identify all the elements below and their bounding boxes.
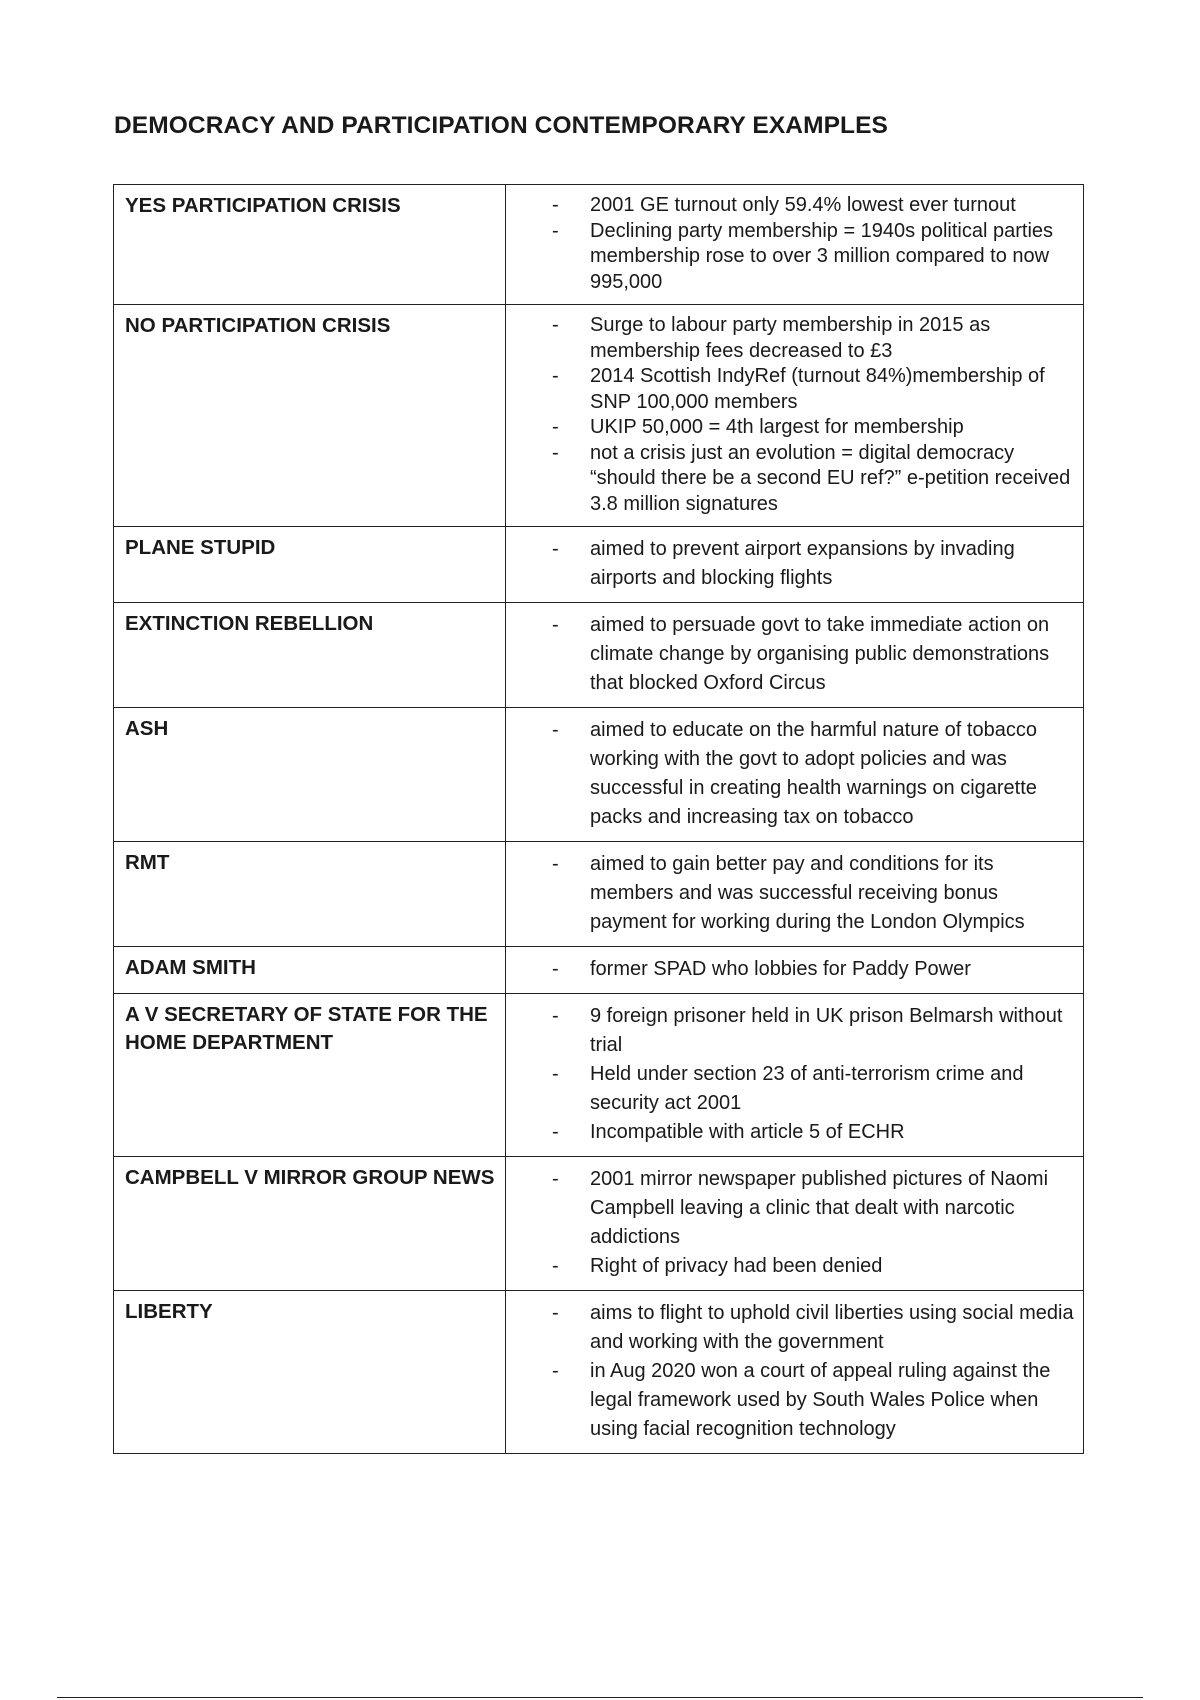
table-row xyxy=(114,947,1084,994)
example-name: ADAM SMITH xyxy=(125,956,256,979)
table-row xyxy=(114,708,1084,842)
example-name-cell xyxy=(114,842,506,947)
example-points-cell xyxy=(506,1291,1084,1454)
example-points-cell xyxy=(506,305,1084,527)
points-list xyxy=(506,1291,1083,1453)
example-name: RMT xyxy=(125,851,170,874)
example-name-cell xyxy=(114,1291,506,1454)
list-item: - UKIP 50,000 = 4th largest for membership xyxy=(506,415,1075,441)
points-list xyxy=(506,842,1083,946)
list-item: - aimed to gain better pay and conditions for its members and was successful receiving bonus payment for working during the London Olympics xyxy=(506,850,1075,937)
example-points-cell xyxy=(506,603,1084,708)
list-item: - 2001 GE turnout only 59.4% lowest ever turnout xyxy=(506,193,1075,219)
list-item: - Incompatible with article 5 of ECHR xyxy=(506,1118,1075,1147)
table-row xyxy=(114,994,1084,1157)
list-item: - in Aug 2020 won a court of appeal ruling against the legal framework used by South Wales Police when using facial recognition technology xyxy=(506,1357,1075,1444)
list-item: - Right of privacy had been denied xyxy=(506,1252,1075,1281)
example-name: A V SECRETARY OF STATE FOR THE HOME DEPARTMENT xyxy=(125,1003,488,1054)
points-list xyxy=(506,305,1083,526)
example-points-cell xyxy=(506,708,1084,842)
example-name-cell xyxy=(114,305,506,527)
example-name: ASH xyxy=(125,717,169,740)
list-item: - 2014 Scottish IndyRef (turnout 84%)membership of SNP 100,000 members xyxy=(506,364,1075,415)
list-item: - Declining party membership = 1940s political parties membership rose to over 3 million compared to now 995,000 xyxy=(506,219,1075,296)
example-name: CAMPBELL V MIRROR GROUP NEWS xyxy=(125,1166,495,1189)
points-list xyxy=(506,947,1083,993)
example-name-cell xyxy=(114,603,506,708)
list-item: - aimed to prevent airport expansions by invading airports and blocking flights xyxy=(506,535,1075,593)
table-row xyxy=(114,842,1084,947)
examples-table xyxy=(113,184,1084,1454)
example-name: YES PARTICIPATION CRISIS xyxy=(125,194,401,217)
list-item: - aims to flight to uphold civil liberties using social media and working with the government xyxy=(506,1299,1075,1357)
example-name: PLANE STUPID xyxy=(125,536,276,559)
page-title: DEMOCRACY AND PARTICIPATION CONTEMPORARY EXAMPLES xyxy=(114,112,888,139)
table-row xyxy=(114,1291,1084,1454)
example-points-cell xyxy=(506,842,1084,947)
points-list xyxy=(506,708,1083,841)
example-points-cell xyxy=(506,527,1084,603)
points-list xyxy=(506,185,1083,304)
table-row xyxy=(114,527,1084,603)
example-points-cell xyxy=(506,185,1084,305)
example-points-cell xyxy=(506,994,1084,1157)
points-list xyxy=(506,1157,1083,1290)
points-list xyxy=(506,527,1083,602)
example-name-cell xyxy=(114,185,506,305)
points-list xyxy=(506,994,1083,1156)
example-name-cell xyxy=(114,947,506,994)
example-name-cell xyxy=(114,1157,506,1291)
example-name: NO PARTICIPATION CRISIS xyxy=(125,314,391,337)
example-name: LIBERTY xyxy=(125,1300,213,1323)
table-row xyxy=(114,185,1084,305)
example-points-cell xyxy=(506,1157,1084,1291)
table-row xyxy=(114,1157,1084,1291)
points-list xyxy=(506,603,1083,707)
list-item: - former SPAD who lobbies for Paddy Power xyxy=(506,955,1075,984)
table-row xyxy=(114,305,1084,527)
example-name-cell xyxy=(114,527,506,603)
list-item: - not a crisis just an evolution = digital democracy “should there be a second EU ref?” e-petition received 3.8 million signatures xyxy=(506,441,1075,518)
footer-rule xyxy=(57,1697,1143,1698)
example-name-cell xyxy=(114,708,506,842)
list-item: - Surge to labour party membership in 2015 as membership fees decreased to £3 xyxy=(506,313,1075,364)
table-row xyxy=(114,603,1084,708)
example-name: EXTINCTION REBELLION xyxy=(125,612,374,635)
list-item: - aimed to persuade govt to take immediate action on climate change by organising public demonstrations that blocked Oxford Circus xyxy=(506,611,1075,698)
list-item: - 9 foreign prisoner held in UK prison Belmarsh without trial xyxy=(506,1002,1075,1060)
example-name-cell xyxy=(114,994,506,1157)
list-item: - 2001 mirror newspaper published pictures of Naomi Campbell leaving a clinic that dealt with narcotic addictions xyxy=(506,1165,1075,1252)
list-item: - Held under section 23 of anti-terrorism crime and security act 2001 xyxy=(506,1060,1075,1118)
list-item: - aimed to educate on the harmful nature of tobacco working with the govt to adopt policies and was successful in creating health warnings on cigarette packs and increasing tax on tobacco xyxy=(506,716,1075,832)
example-points-cell xyxy=(506,947,1084,994)
